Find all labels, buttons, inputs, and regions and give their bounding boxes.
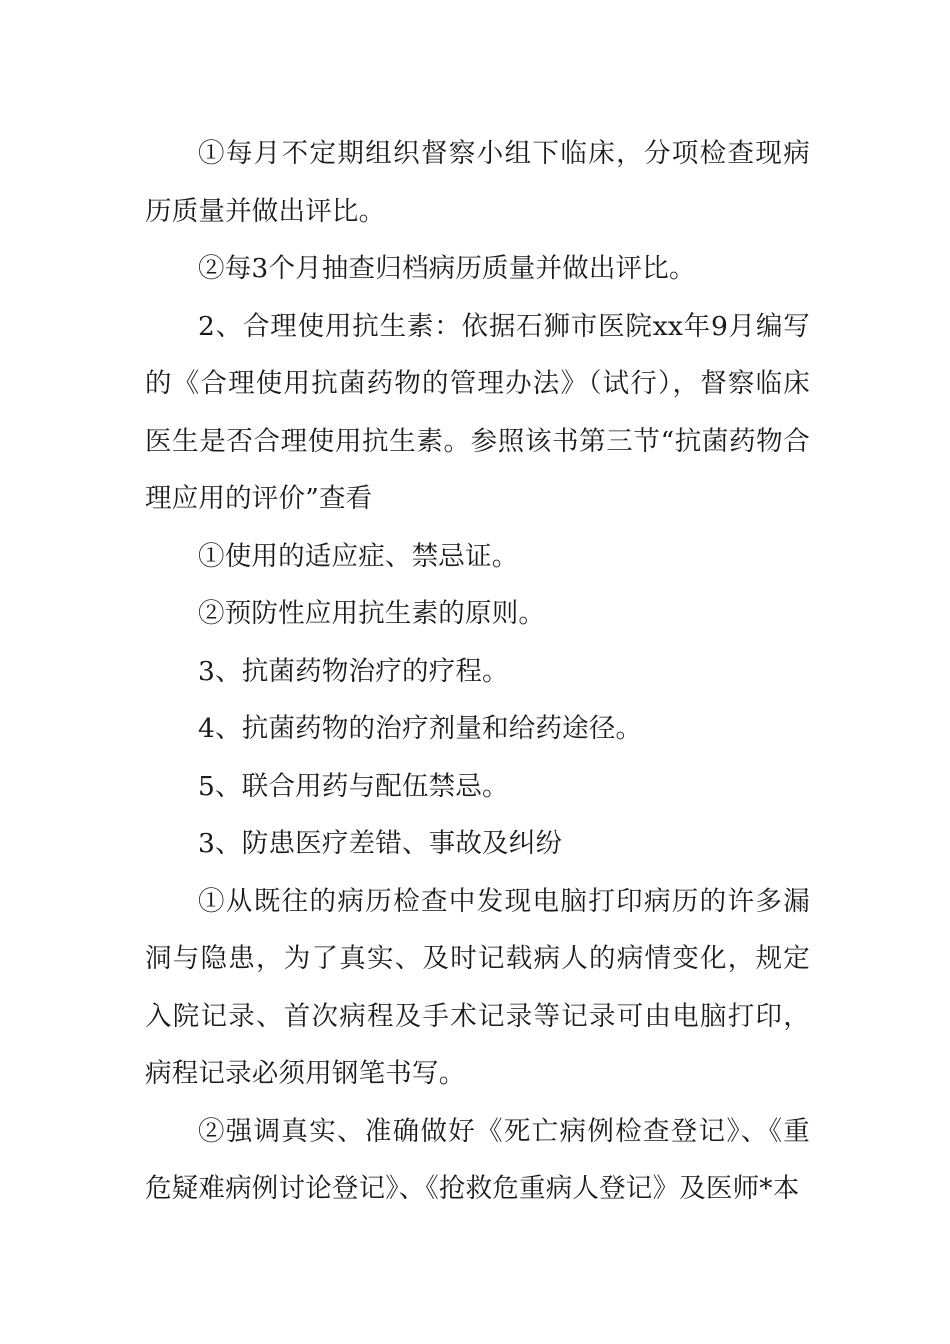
paragraph-indications: ①使用的适应症、禁忌证。	[198, 540, 519, 572]
document-body	[145, 125, 810, 1218]
paragraph-antibiotic-use: 2、合理使用抗生素：依据石狮市医院xx年9月编写的《合理使用抗菌药物的管理办法》（试行），督察临床医生是否合理使用抗生素。参照该书第三节“抗菌药物合理应用的评价”查看	[145, 310, 810, 514]
paragraph-electronic-records: ①从既往的病历检查中发现电脑打印病历的许多漏洞与隐患，为了真实、及时记载病人的病情变化，规定入院记录、首次病程及手术记录等记录可由电脑打印，病程记录必须用钢笔书写。	[145, 885, 810, 1089]
paragraph-combination-contraindications: 5、联合用药与配伍禁忌。	[198, 770, 509, 802]
paragraph-treatment-course: 3、抗菌药物治疗的疗程。	[198, 655, 509, 687]
paragraph-dosage-route: 4、抗菌药物的治疗剂量和给药途径。	[198, 713, 643, 744]
paragraph-prophylaxis-principles: ②预防性应用抗生素的原则。	[198, 598, 546, 629]
paragraph-error-prevention-heading: 3、防患医疗差错、事故及纠纷	[198, 828, 563, 859]
paragraph-monthly-inspection: ①每月不定期组织督察小组下临床，分项检查现病历质量并做出评比。	[145, 138, 810, 227]
paragraph-registration-logs: ②强调真实、准确做好《死亡病例检查登记》、《重危疑难病例讨论登记》、《抢救危重病人登记》及医师*本	[145, 1115, 810, 1204]
paragraph-quarterly-archive-check: ②每3个月抽查归档病历质量并做出评比。	[198, 253, 696, 284]
